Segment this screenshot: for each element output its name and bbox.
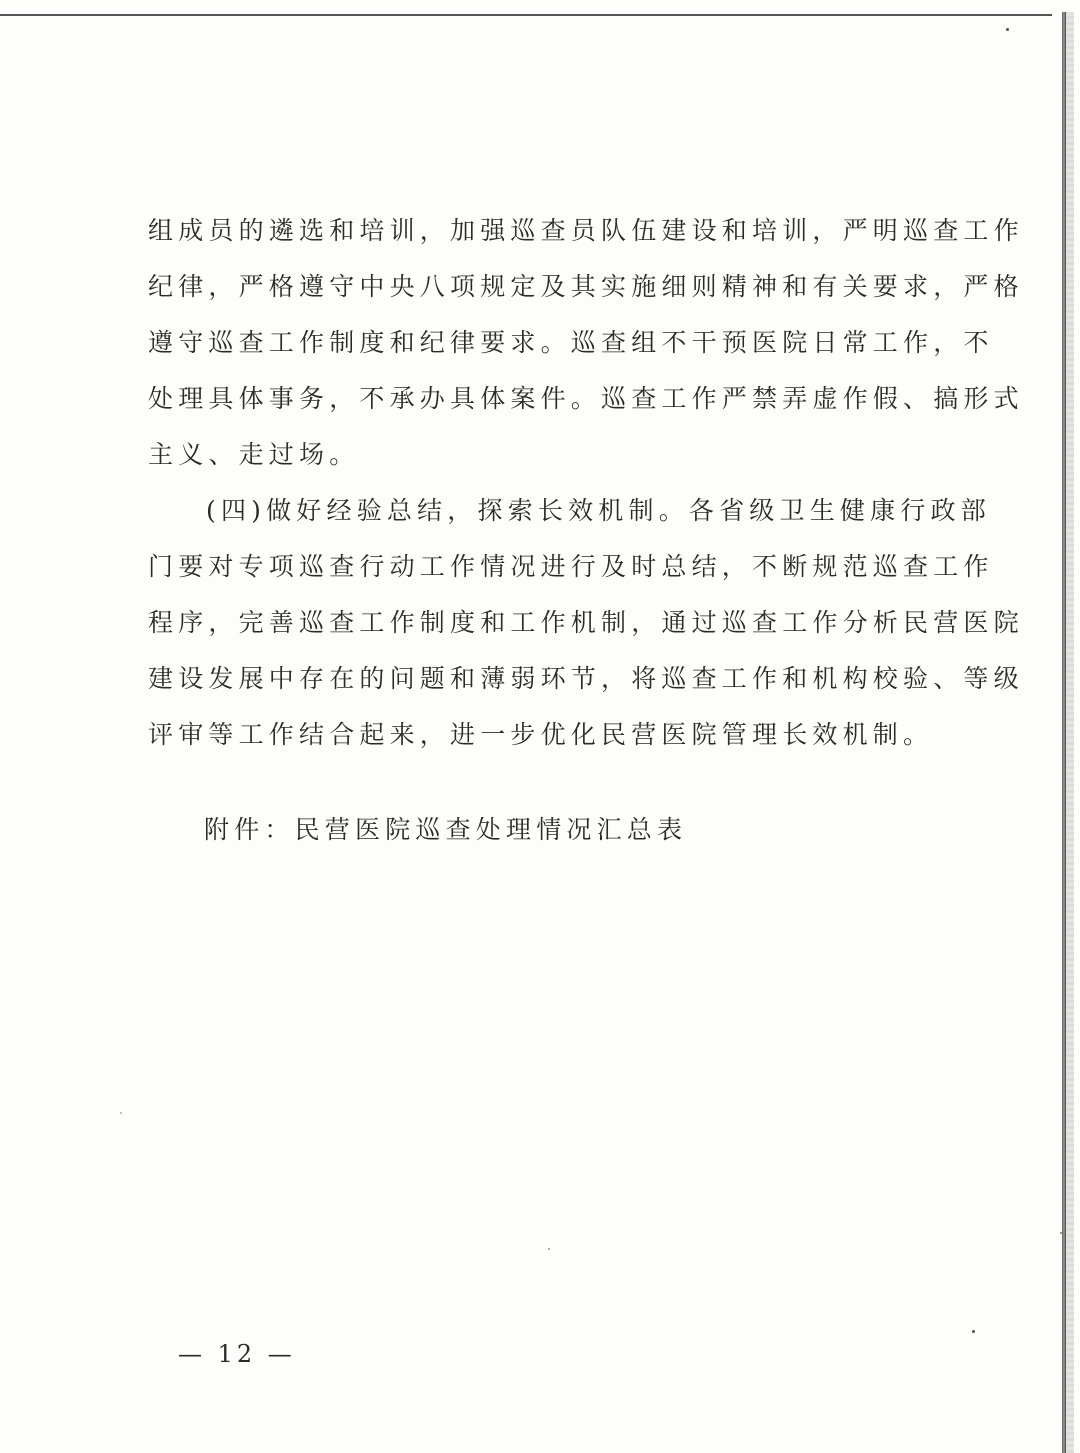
attachment-note: 附件：民营医院巡查处理情况汇总表 [204,815,688,844]
text-line: 程序，完善巡查工作制度和工作机制，通过巡查工作分析民营医院 [148,608,1024,637]
scan-speck [1006,28,1009,31]
paragraph-continued [148,203,1024,483]
text-line: 门要对专项巡查行动工作情况进行及时总结，不断规范巡查工作 [148,552,994,581]
text-line: 纪律，严格遵守中央八项规定及其实施细则精神和有关要求，严格 [148,272,1024,301]
scan-speck [1060,1232,1062,1234]
scan-speck [972,1330,975,1333]
text-line: 遵守巡查工作制度和纪律要求。巡查组不干预医院日常工作，不 [148,328,994,357]
top-border-line [0,14,1052,16]
page-number: — 12 — [178,1340,296,1368]
text-line: 处理具体事务，不承办具体案件。巡查工作严禁弄虚作假、搞形式 [148,384,1024,413]
text-line: 主义、走过场。 [148,440,360,469]
text-line: 建设发展中存在的问题和薄弱环节，将巡查工作和机构校验、等级 [148,664,1024,693]
binding-edge [1062,12,1066,1453]
text-line: (四)做好经验总结，探索长效机制。各省级卫生健康行政部 [206,496,991,525]
scan-speck [548,1248,550,1250]
binding-edge-shadow [1066,12,1074,1453]
body-text [148,203,1024,763]
paragraph-four [148,483,1024,763]
text-line: 评审等工作结合起来，进一步优化民营医院管理长效机制。 [148,720,934,749]
text-line: 组成员的遴选和培训，加强巡查员队伍建设和培训，严明巡查工作 [148,216,1024,245]
scan-speck [120,1112,122,1114]
